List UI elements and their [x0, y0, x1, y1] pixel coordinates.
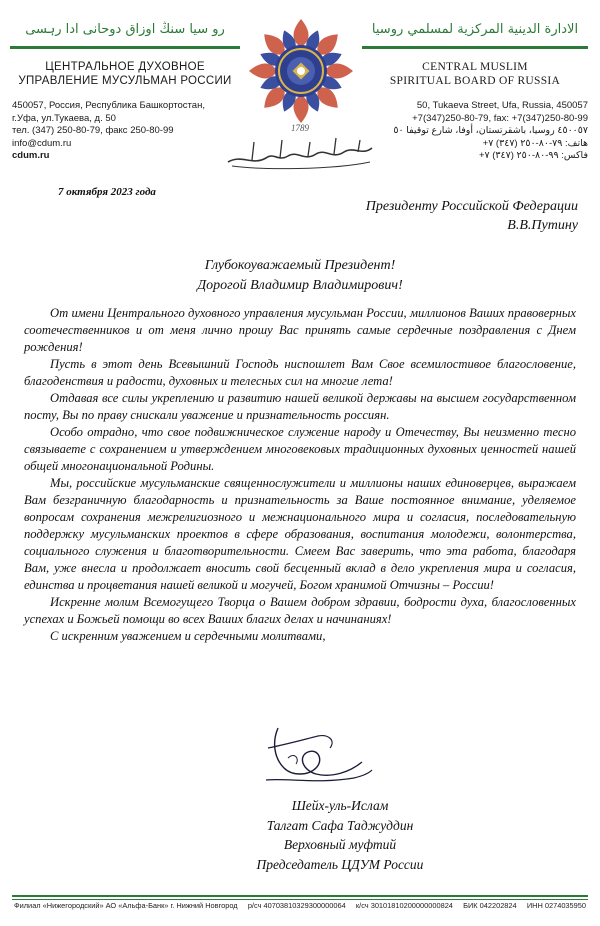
signature-block: Шейх-уль-Ислам Талгат Сафа Таджуддин Верховный муфтий Председатель ЦДУМ России	[256, 798, 424, 872]
letter-body	[24, 305, 576, 645]
left-org-name: ЦЕНТРАЛЬНОЕ ДУХОВНОЕ УПРАВЛЕНИЕ МУСУЛЬМАН РОССИИ	[18, 61, 232, 87]
paragraph: Особо отрадно, что свое подвижническое служение народу и Отечеству, Вы неизменно тесно связываете с сохранением и утверждением многовековых традиционных духовных ценностей нашей общей многонациональной Родины.	[24, 425, 576, 473]
paragraph: Мы, российские мусульманские священнослужители и миллионы наших единоверцев, выражаем Вам безграничную благодарность и признательность за Ваше постоянное внимание, уделяемое вопросам сохранения межрелигиозного и межнационального мира и согласия, последовательную поддержку мусульманских проектов в сфере образования, воспитания молодежи, волонтерства, социального служения и благотворительности. Смеем Вас заверить, что эта работа, благодаря Вам, уже внесла и продолжает вносить свой бесценный вклад в дело укрепления мира и согласия, единства и процветания нашей великой и могучей, Богом хранимой Отчизны – России!	[24, 476, 576, 592]
footer-corr: к/сч 30101810200000000824	[355, 901, 453, 910]
left-arabic-title: رو سیا سنڭ اوزاق دوحانی ادا رہسی	[25, 22, 225, 37]
paragraph: Отдавая все силы укреплению и развитию нашей великой державы на высшем государственном посту, Вы по праву снискали уважение и признательность россиян.	[24, 391, 576, 422]
right-arabic-title: الادارة الدينية المركزية لمسلمي روسيا	[371, 22, 579, 37]
paragraph: Пусть в этот день Всевышний Господь ниспошлет Вам Свое всемилостивое благословение, благоденствия и радости, духовных и телесных сил на многие лета!	[24, 357, 576, 388]
paragraph-closing: С искренним уважением и сердечными молитвами,	[50, 629, 326, 643]
footer-bank: Филиал «Нижегородский» АО «Альфа-Банк» г. Нижний Новгород	[14, 901, 238, 910]
letter-date: 7 октября 2023 года	[58, 186, 156, 198]
handwritten-signature	[258, 718, 378, 790]
footer-bank-details	[14, 901, 586, 910]
right-org-name: CENTRAL MUSLIM SPIRITUAL BOARD OF RUSSIA	[389, 61, 561, 87]
basmala-calligraphy	[222, 132, 378, 172]
right-arabic-banner	[362, 22, 588, 49]
left-address: 450057, Россия, Республика Башкортостан, г.Уфа, ул.Тукаева, д. 50 тел. (347) 250-80-79, факс 250-80-99 info@cdum.ru cdum.ru	[12, 100, 205, 161]
footer-divider	[12, 895, 588, 897]
left-arabic-banner	[10, 22, 240, 49]
paragraph: От имени Центрального духовного управления мусульман России, миллионов Ваших правоверных соотечественников и от меня лично прошу Вас принять самые сердечные поздравления с Днем рождения!	[24, 306, 576, 354]
emblem-year: 1789	[291, 123, 309, 133]
footer-inn: ИНН 0274035950	[526, 901, 586, 910]
footer-account: р/сч 40703810329300000064	[247, 901, 346, 910]
footer-bik: БИК 042202824	[463, 901, 517, 910]
emblem-logo	[246, 16, 356, 126]
salutation: Глубокоуважаемый Президент! Дорогой Владимир Владимирович!	[197, 258, 403, 293]
paragraph: Искренне молим Всемогущего Творца о Вашем добром здравии, бодрости духа, благословенных успехах и Божьей помощи во всех Ваших благих делах и начинаниях!	[24, 595, 576, 626]
right-address: 50, Tukaeva Street, Ufa, Russia, 450057 +7(347)250-80-79, fax: +7(347)250-80-99 ٤٥٠٠٥٧ روسيا، باشقرتستان، أوفا، شارع توقيفا ٥٠ هاتف: ٧٩-٨٠-٢٥٠ (٣٤٧) ٧+ فاكس: ٩٩-٨٠-٢٥٠ (٣٤٧) ٧+	[393, 100, 588, 161]
recipient: Президенту Российской Федерации В.В.Путину	[365, 199, 578, 233]
